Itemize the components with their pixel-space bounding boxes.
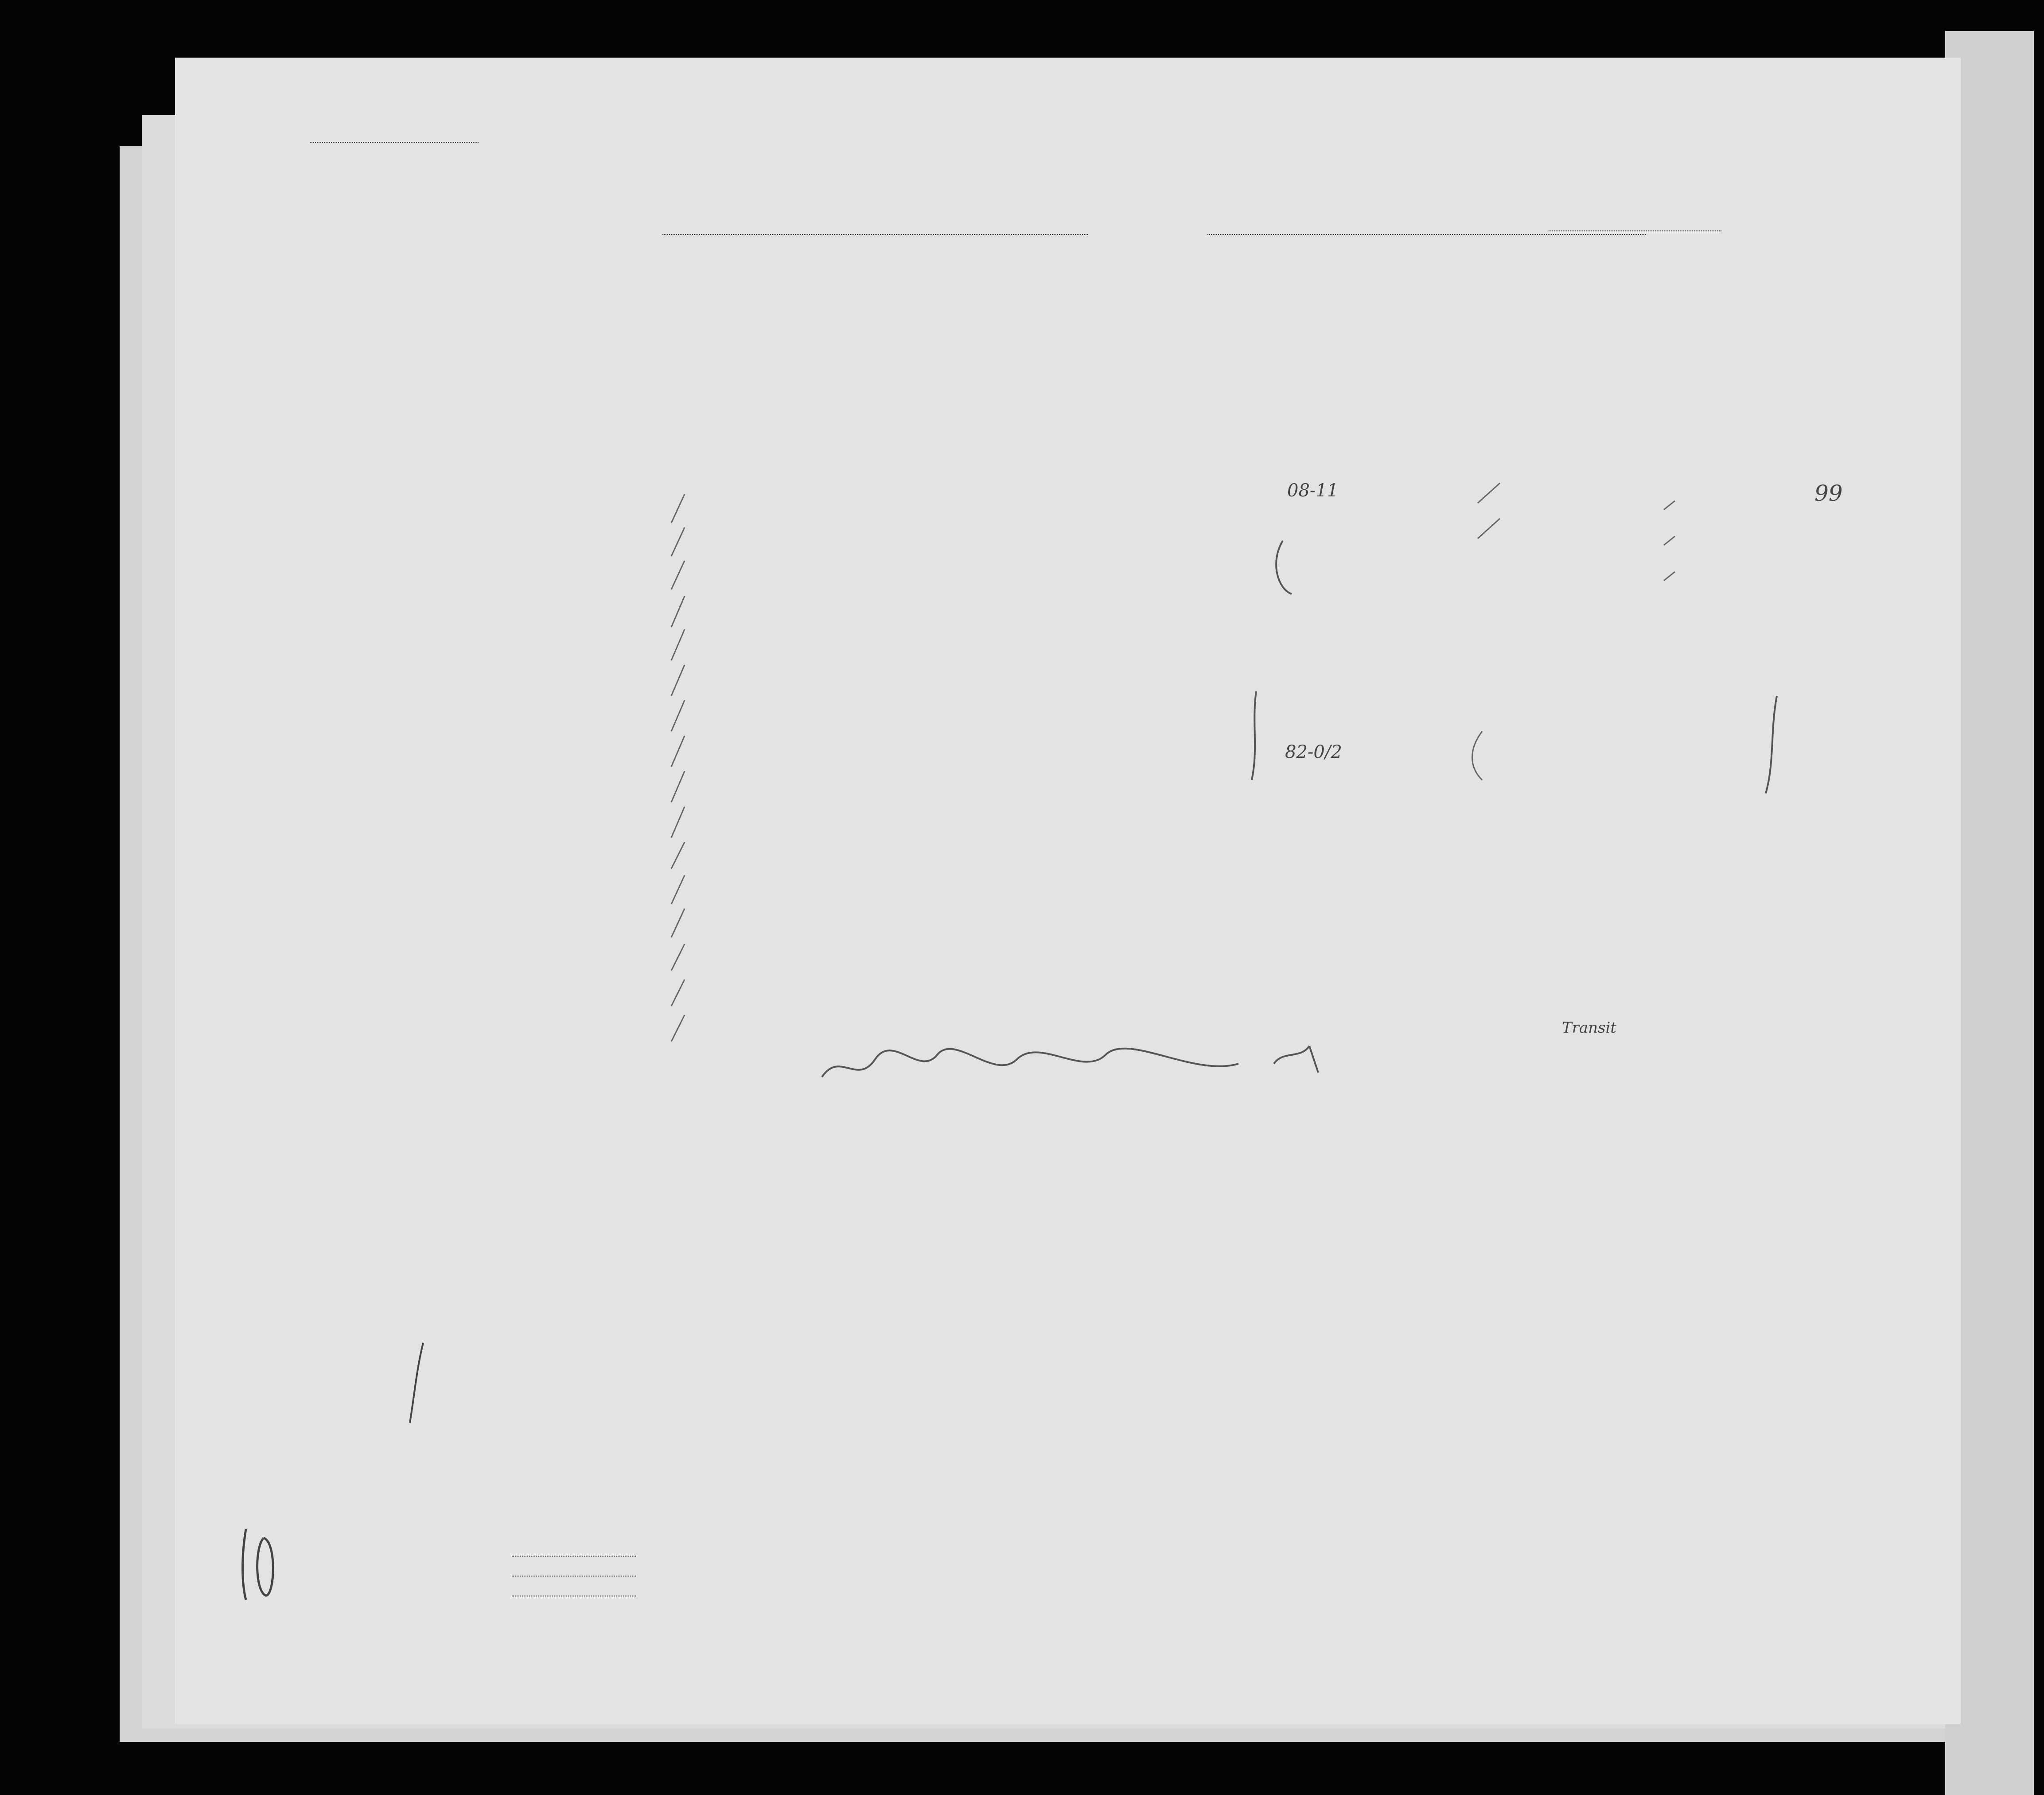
handwritten-marks: [175, 58, 1961, 1724]
svg-text:82-0/2: 82-0/2: [1285, 742, 1342, 762]
total-line: [512, 1556, 636, 1557]
svg-text:08-11: 08-11: [1287, 480, 1339, 501]
svg-text:99: 99: [1814, 480, 1843, 506]
svg-text:Transit: Transit: [1562, 1019, 1617, 1037]
manifest-sheet: [175, 58, 1961, 1724]
